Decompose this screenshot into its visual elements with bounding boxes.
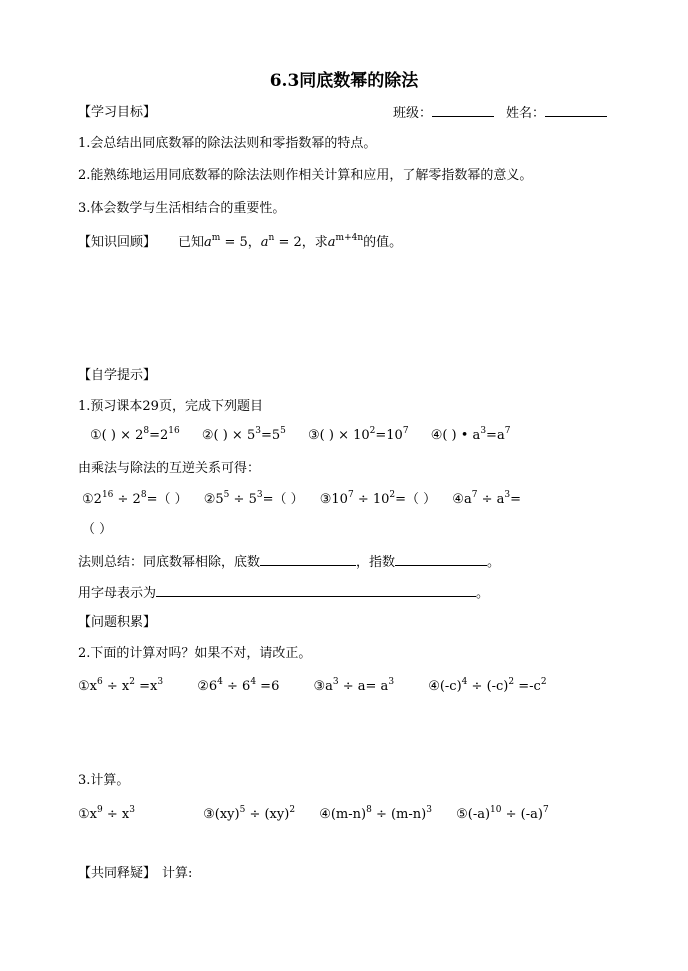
calc-item-4: $⑤(-a)^{10} \div (-a)^7$: [456, 805, 549, 822]
review-exp-3: m+4n: [335, 233, 364, 243]
division-tail: （ ）: [82, 522, 113, 537]
fill-row: [90, 427, 510, 445]
name-blank[interactable]: [545, 104, 607, 117]
letter-text: 用字母表示为: [78, 586, 157, 601]
question-1: 1.预习课本29页，完成下列题目: [78, 399, 263, 414]
rule-text-a: 法则总结：同底数幂相除，底数: [78, 555, 261, 570]
question-2: 2.下面的计算对吗？如果不对，请改正。: [78, 646, 312, 661]
division-item-1: $①2^{16} \div 2^8=$（ ）: [82, 490, 188, 507]
review-base-2: a: [260, 235, 269, 250]
fill-item-1: ①( ) × $2^8=2^{16}$: [90, 426, 180, 443]
check-row: [78, 678, 547, 696]
base-blank[interactable]: [260, 553, 356, 566]
review-value-1: = 5，: [220, 235, 261, 250]
fill-item-2: ②( ) × $5^3=5^5$: [201, 426, 286, 443]
review-value-2: = 2，求: [274, 235, 328, 250]
review-label: 【知识回顾】: [78, 235, 157, 250]
goals-label: 【学习目标】: [78, 105, 157, 120]
name-label: 姓名：: [506, 106, 546, 121]
goal-1: 1.会总结出同底数幂的除法法则和零指数幂的特点。: [78, 136, 377, 151]
exponent-blank[interactable]: [395, 553, 487, 566]
review-base-3: a: [327, 235, 336, 250]
check-item-3: $③a^3 \div a= a^3$: [313, 677, 395, 694]
review-suffix: 的值。: [363, 235, 403, 250]
together-text: 计算:: [162, 866, 193, 881]
rule-text-b: ，指数: [356, 555, 396, 570]
calc-row: [78, 806, 549, 824]
division-item-4: $④a^7 \div a^3=$: [452, 490, 521, 507]
review-exp-2: n: [268, 233, 275, 243]
goal-3: 3.体会数学与生活相结合的重要性。: [78, 201, 286, 216]
together-line: [78, 865, 192, 883]
goal-2: 2.能熟练地运用同底数幂的除法法则作相关计算和应用，了解零指数幂的意义。: [78, 168, 533, 183]
goals-heading: [78, 104, 156, 122]
calc-item-2: ③(xy)$^5$ ÷ (xy)$^2$: [203, 805, 296, 822]
self-study-heading: 【自学提示】: [78, 368, 157, 383]
fill-item-4: ④( ) • $a^3=a^7$: [430, 426, 511, 443]
page-title: 6.3同底数幂的除法: [269, 71, 419, 91]
formula-blank[interactable]: [156, 584, 476, 597]
division-row: [82, 491, 521, 509]
problems-heading: 【问题积累】: [78, 615, 157, 630]
check-item-4: $④(-c)^4 \div (-c)^2 =-c^2$: [428, 677, 547, 694]
question-3: 3.计算。: [78, 773, 130, 788]
review-prefix: 已知: [178, 235, 205, 250]
class-blank[interactable]: [432, 104, 494, 117]
division-item-2: $②5^5 \div 5^3=$（ ）: [203, 490, 304, 507]
review-line: [78, 234, 402, 252]
calc-item-1: $①x^9 \div x^3$: [78, 805, 135, 822]
check-item-1: $①x^6 \div x^2 =x^3$: [78, 677, 164, 694]
check-item-2: $②6^4 \div 6^4 =6$: [197, 677, 280, 694]
review-base-1: a: [204, 235, 212, 250]
rule-text-c: 。: [487, 555, 501, 570]
division-item-3: $③10^7 \div 10^2=$（ ）: [319, 490, 437, 507]
rule-summary: [78, 553, 500, 572]
letter-end: 。: [476, 586, 490, 601]
review-exp-1: m: [211, 233, 221, 243]
together-label: 【共同释疑】: [78, 866, 157, 881]
fill-item-3: ③( ) × $10^2=10^7$: [308, 426, 409, 443]
relation-line: 由乘法与除法的互逆关系可得：: [78, 461, 261, 476]
class-field: [393, 104, 494, 123]
letter-form: [78, 584, 489, 603]
name-field: [506, 104, 607, 123]
calc-item-3: $④(m-n)^8 \div (m-n)^3$: [319, 805, 432, 822]
class-label: 班级：: [393, 106, 433, 121]
